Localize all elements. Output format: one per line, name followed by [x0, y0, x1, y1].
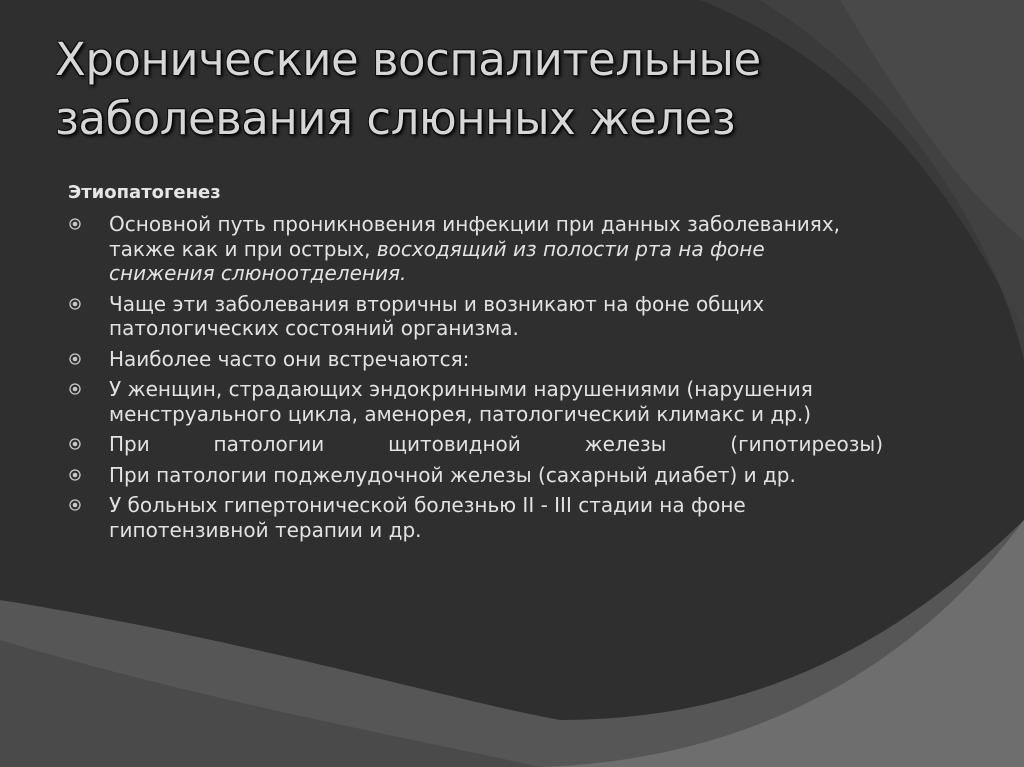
list-item [68, 212, 868, 286]
bullet-marker-icon [69, 298, 81, 310]
title-line-1: Хронические воспалительные [55, 33, 761, 86]
bullet-text: Наиболее часто они встречаются: [109, 346, 470, 371]
list-item [68, 432, 883, 457]
bullet-list [68, 212, 883, 542]
bullet-marker-icon [69, 438, 81, 450]
bullet-marker-icon [69, 353, 81, 365]
bullet-marker-icon [69, 499, 81, 511]
list-item [68, 347, 868, 372]
bullet-text: Чаще эти заболевания вторичны и возникают на фоне общих патологических состояний организма. [109, 291, 765, 340]
list-item [68, 292, 868, 341]
bullet-marker-icon [69, 218, 81, 230]
bullet-marker-icon [69, 383, 81, 395]
bullet-text: У женщин, страдающих эндокринными нарушениями (нарушения менструального цикла, аменорея, патологический климакс и др.) [109, 377, 813, 426]
section-heading: Этиопатогенез [68, 182, 221, 203]
bullet-marker-icon [69, 469, 81, 481]
slide-title [55, 30, 955, 148]
list-item [68, 493, 868, 542]
bullet-text-italic: восходящий из полости рта на фоне снижения слюноотделения. [109, 236, 765, 285]
list-item [68, 377, 868, 426]
title-line-2: заболевания слюнных желез [55, 92, 736, 145]
bullet-text: У больных гипертонической болезнью II - III стадии на фоне гипотензивной терапии и др. [109, 493, 746, 542]
slide-content [68, 180, 883, 548]
list-item [68, 463, 868, 488]
bullet-text: При патологии поджелудочной железы (сахарный диабет) и др. [109, 462, 796, 487]
bullet-text: Основной путь проникновения инфекции при данных заболеваниях, также как и при острых, [109, 212, 841, 261]
bullet-text: При патологии щитовидной железы (гипотиреозы) [109, 432, 883, 456]
